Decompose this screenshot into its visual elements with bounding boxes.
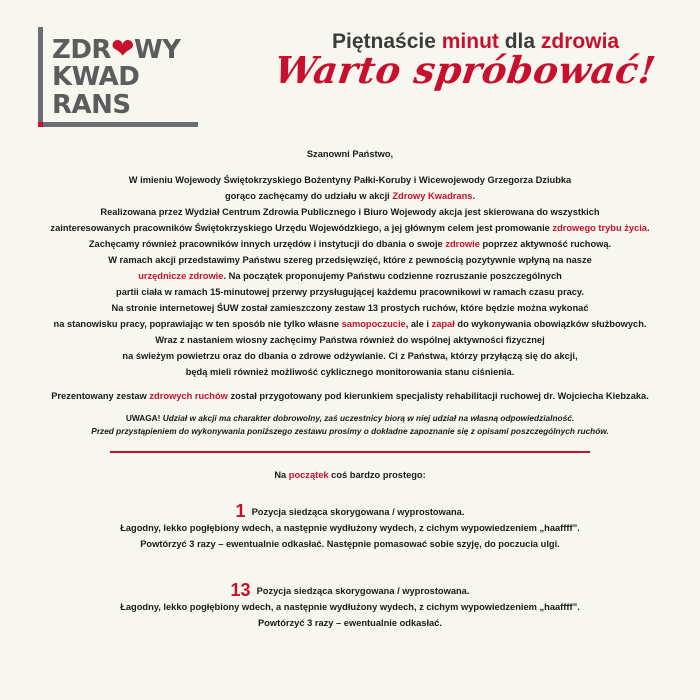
letter-line: Zachęcamy również pracowników innych urzędów i instytucji do dbania o swoje zdrowie poprzez aktywność ruchową. <box>88 239 612 249</box>
exercise-number: 1 <box>235 500 246 521</box>
letter-line: zainteresowanych pracowników Świętokrzyskiego Urzędu Wojewódzkiego, a jej głównym celem jest promowanie zdrowego trybu życia. <box>50 223 650 233</box>
exercise-line: Powtórzyć 3 razy – ewentualnie odkasłać. <box>258 617 442 628</box>
header-slogan: Warto spróbować! <box>271 48 659 92</box>
spacer <box>20 404 680 412</box>
exercise-title: 1 Pozycja siedząca skorygowana / wyprostowana. <box>235 500 465 521</box>
logo-bar-vertical <box>38 27 43 127</box>
notice-line: UWAGA! Udział w akcji ma charakter dobrowolny, zaś uczestnicy biorą w niej udział na własną odpowiedzialność. <box>125 413 575 423</box>
exercise-line: Powtórzyć 3 razy – ewentualnie odkasłać. Następnie pomasować sobie szyję, do poczucia ulgi. <box>140 538 560 549</box>
letter-line: partii ciała w ramach 15-minutowej przerwy przysługującej każdemu pracownikowi w ramach czasu pracy. <box>116 287 584 297</box>
letter-body <box>20 146 680 631</box>
exercise-number: 13 <box>230 579 251 600</box>
letter-line: urzędnicze zdrowie. Na początek proponujemy Państwu codzienne rozruszanie poszczególnych <box>138 271 562 281</box>
letter-line: W imieniu Wojewody Świętokrzyskiego Bożentyny Pałki-Koruby i Wicewojewody Grzegorza Dziubka <box>128 175 572 185</box>
heart-icon: ❤ <box>110 32 134 65</box>
notice-line: Przed przystąpieniem do wykonywania poniższego zestawu prosimy o dokładne zapoznanie się z opisami poszczególnych ruchów. <box>91 426 609 436</box>
intro-line: Na początek coś bardzo prostego: <box>274 469 426 480</box>
letter-line: Na stronie internetowej ŚUW został zamieszczony zestaw 13 prostych ruchów, które będzie można wykonać <box>111 303 589 313</box>
greeting: Szanowni Państwo, <box>306 149 394 159</box>
letter-line: na stanowisku pracy, poprawiając w ten sposób nie tylko własne samopoczucie, ale i zapał do wykonywania obowiązków służbowych. <box>53 319 647 329</box>
exercise-title: 13 Pozycja siedząca skorygowana / wyprostowana. <box>230 579 470 600</box>
letter-line: Prezentowany zestaw zdrowych ruchów został przygotowany pod kierunkiem specjalisty rehabilitacji ruchowej dr. Wojciecha Kiebzaka. <box>51 391 649 401</box>
letter-line: Wraz z nastaniem wiosny zachęcimy Państwa również do wspólnej aktywności fizycznej <box>155 335 545 345</box>
logo-corner-accent <box>38 122 43 127</box>
spacer <box>20 380 680 388</box>
letter-line: na świeżym powietrzu oraz do dbania o zdrowe odżywianie. Ci z Państwa, którzy przyłączą się do akcji, <box>122 351 578 361</box>
logo-line-1: ZDR❤WY <box>52 32 181 65</box>
letter-line: gorąco zachęcamy do udziału w akcji Zdrowy Kwadrans. <box>224 191 476 201</box>
letter-line: W ramach akcji przedstawimy Państwu szereg przedsięwzięć, które z pewnością pozytywnie wpłyną na nasze <box>108 255 592 265</box>
header-tagline: Piętnaście minut dla zdrowia <box>332 30 620 53</box>
exercise-item <box>20 579 680 631</box>
letter-line: będą mieli również możliwość cyklicznego monitorowania stanu ciśnienia. <box>185 367 515 377</box>
divider <box>110 451 590 453</box>
logo-line-2: KWAD <box>52 62 140 92</box>
letter-line: Realizowana przez Wydział Centrum Zdrowia Publicznego i Biuro Wojewody akcja jest skierowana do wszystkich <box>100 207 600 217</box>
zdrowy-kwadrans-logo <box>38 27 198 127</box>
exercise-item <box>20 500 680 552</box>
exercise-line: Łagodny, lekko pogłębiony wdech, a następnie wydłużony wydech, z cichym wypowiedzeniem „haaffff”. <box>120 601 580 612</box>
exercise-line: Łagodny, lekko pogłębiony wdech, a następnie wydłużony wydech, z cichym wypowiedzeniem „haaffff”. <box>120 522 580 533</box>
logo-line-3: RANS <box>52 90 131 120</box>
logo-bar-horizontal <box>38 122 198 127</box>
